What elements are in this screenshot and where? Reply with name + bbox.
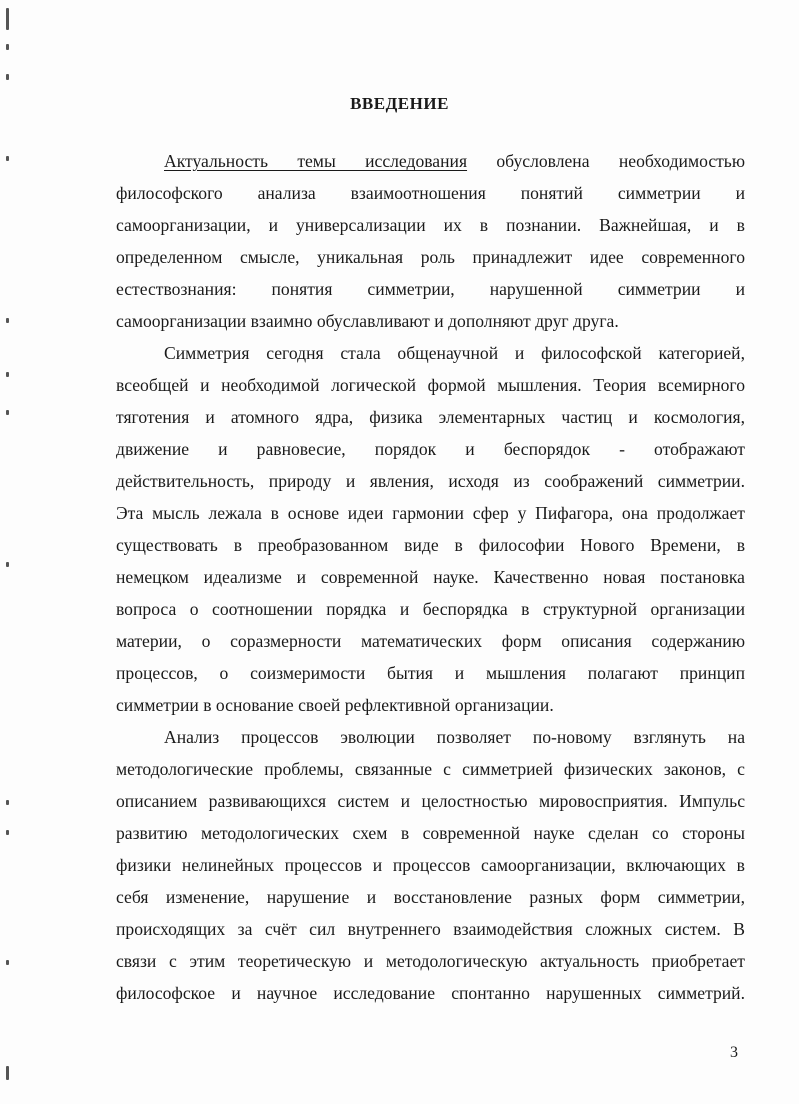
page-heading: ВВЕДЕНИЕ — [350, 94, 449, 113]
paragraph-line: развитию методологических схем в современной науке сделан со стороны — [116, 823, 745, 843]
paragraph-line: вопроса о соотношении порядка и беспорядка в структурной организации — [116, 599, 745, 619]
scan-margin-mark — [6, 318, 9, 323]
topic-relevance-label: Актуальность темы исследования — [164, 151, 468, 171]
paragraph-line: самоорганизации, и универсализации их в познании. Важнейшая, и в — [116, 215, 745, 235]
scan-margin-mark — [6, 1066, 9, 1080]
scan-margin-mark — [6, 562, 9, 567]
paragraph-line: Анализ процессов эволюции позволяет по-новому взглянуть на — [164, 727, 745, 747]
paragraph-line: самоорганизации взаимно обуславливают и дополняют друг друга. — [116, 311, 619, 331]
scan-margin-mark — [6, 800, 9, 805]
paragraph-line: немецком идеализме и современной науке. Качественно новая постановка — [116, 567, 745, 587]
paragraph-line: методологические проблемы, связанные с симметрией физических законов, с — [116, 759, 745, 779]
scan-margin-mark — [6, 44, 9, 50]
scan-margin-mark — [6, 830, 9, 835]
paragraph-line: существовать в преобразованном виде в философии Нового Времени, в — [116, 535, 745, 555]
paragraph-line: Симметрия сегодня стала общенаучной и философской категорией, — [164, 343, 745, 363]
paragraph-line: действительность, природу и явления, исходя из соображений симметрии. — [116, 471, 745, 491]
paragraph-line: Эта мысль лежала в основе идеи гармонии сфер у Пифагора, она продолжает — [116, 503, 745, 523]
paragraph-1-line-1 — [164, 150, 745, 172]
paragraph-line: связи с этим теоретическую и методологическую актуальность приобретает — [116, 951, 745, 971]
scan-margin-mark — [6, 960, 9, 965]
paragraph-line: процессов, о соизмеримости бытия и мышления полагают принцип — [116, 663, 745, 683]
scan-margin-mark — [6, 8, 9, 30]
paragraph-line: тяготения и атомного ядра, физика элементарных частиц и космология, — [116, 407, 745, 427]
paragraph-line: естествознания: понятия симметрии, нарушенной симметрии и — [116, 279, 745, 299]
paragraph-line: физики нелинейных процессов и процессов самоорганизации, включающих в — [116, 855, 745, 875]
paragraph-line: описанием развивающихся систем и целостностью мировосприятия. Импульс — [116, 791, 745, 811]
paragraph-line: симметрии в основание своей рефлективной организации. — [116, 695, 554, 715]
paragraph-line: происходящих за счёт сил внутреннего взаимодействия сложных систем. В — [116, 919, 745, 939]
paragraph-line: движение и равновесие, порядок и беспорядок - отображают — [116, 439, 745, 459]
paragraph-line: определенном смысле, уникальная роль принадлежит идее современного — [116, 247, 745, 267]
scan-margin-mark — [6, 156, 9, 161]
paragraph-line: философского анализа взаимоотношения понятий симметрии и — [116, 183, 745, 203]
paragraph-line: материи, о соразмерности математических форм описания содержанию — [116, 631, 745, 651]
paragraph-line: себя изменение, нарушение и восстановление разных форм симметрии, — [116, 887, 745, 907]
scan-margin-mark — [6, 410, 9, 415]
paragraph-line: философское и научное исследование спонтанно нарушенных симметрий. — [116, 983, 745, 1003]
scan-margin-mark — [6, 74, 9, 80]
scan-margin-mark — [6, 372, 9, 377]
paragraph-line: всеобщей и необходимой логической формой мышления. Теория всемирного — [116, 375, 745, 395]
paragraph-text: обусловлена необходимостью — [467, 151, 745, 171]
page-number: 3 — [730, 1044, 738, 1061]
